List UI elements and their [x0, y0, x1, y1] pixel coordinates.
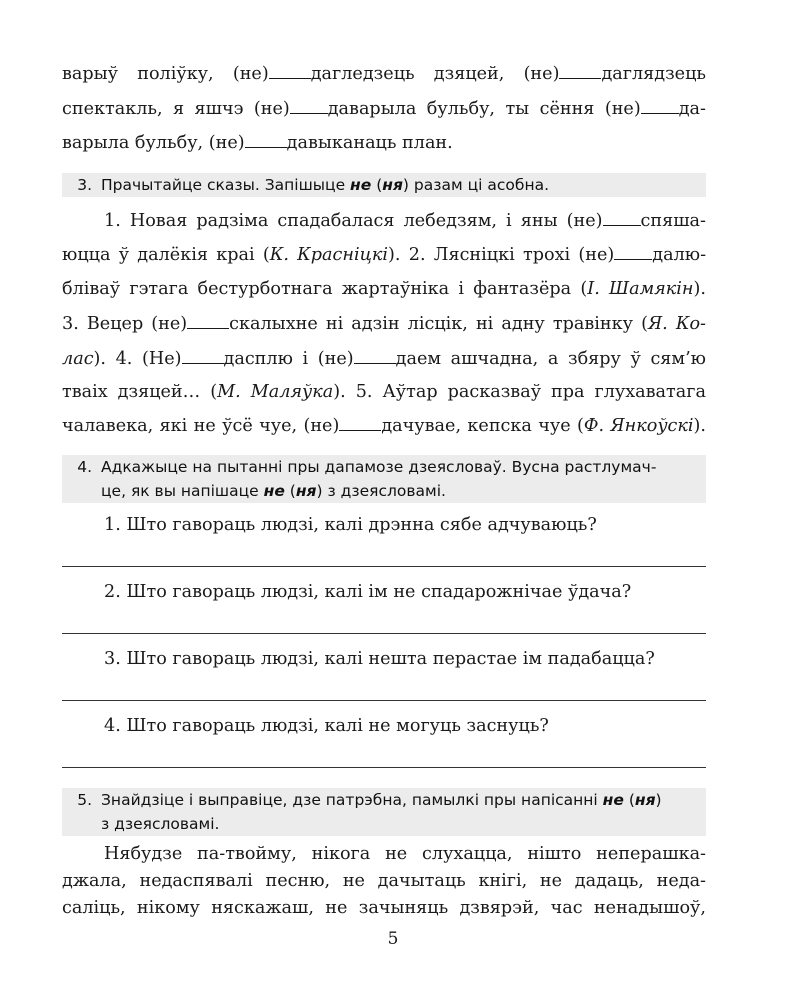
fill-blank[interactable] [614, 243, 652, 260]
task-5-line-2: джала, недаспявалі песню, не дачытаць кнігі, не дадаць, неда- [62, 871, 706, 891]
question-1: 1. Што гавораць людзі, калі дрэнна сябе адчуваюць? [104, 515, 597, 535]
task-number: 5. [77, 791, 92, 809]
answer-line-1[interactable] [62, 566, 706, 567]
fill-blank[interactable] [187, 312, 229, 329]
task-3-line-1: 1. Новая радзіма спадабалася лебедзям, і яны (не) спяша- [104, 211, 706, 231]
page-number: 5 [387, 929, 399, 949]
task-number: 3. [77, 176, 92, 194]
intro-line-3: варыла бульбу, (не) давыканаць план. [62, 133, 453, 153]
task-3-line-2: юцца ў далёкія краі (К. Красніцкі). 2. Лясніцкі трохі (не) далю- [62, 245, 707, 265]
answer-line-3[interactable] [62, 700, 706, 701]
fill-blank[interactable] [641, 97, 679, 114]
intro-line-2: спектакль, я яшчэ (не) даварыла бульбу, ты сёння (не) да- [62, 99, 706, 119]
fill-blank[interactable] [290, 97, 328, 114]
task-instruction-line-1: Знайдзіце і выправіце, дзе патрэбна, памылкі пры напісанні не (ня) [101, 791, 662, 809]
task-instruction-line-2: це, як вы напішаце не (ня) з дзеясловамі. [101, 482, 446, 500]
fill-blank[interactable] [182, 347, 224, 364]
task-3-line-4: 3. Вецер (не) скалыхне ні адзін лісцік, ні адну травінку (Я. Ко- [62, 314, 706, 334]
task-5-line-3: саліць, нікому няскажаш, не зачыняць дзвярэй, час ненадышоў, [62, 898, 706, 918]
fill-blank[interactable] [603, 209, 641, 226]
task-instruction: Прачытайце сказы. Запішыце не (ня) разам ці асобна. [101, 176, 549, 194]
answer-line-4[interactable] [62, 767, 706, 768]
fill-blank[interactable] [339, 414, 381, 431]
task-3-line-3: бліваў гэтага бестурботнага жартаўніка і фантазёра (І. Шамякін). [62, 279, 706, 299]
intro-line-1: варыў поліўку, (не) дагледзець дзяцей, (не) даглядзець [62, 64, 706, 84]
task-3-header [62, 173, 706, 197]
question-3: 3. Што гавораць людзі, калі нешта перастае ім падабацца? [104, 649, 655, 669]
fill-blank[interactable] [269, 62, 311, 79]
task-instruction-line-2: з дзеясловамі. [101, 815, 220, 833]
task-4-header [62, 455, 706, 503]
fill-blank[interactable] [354, 347, 396, 364]
task-instruction-line-1: Адкажыце на пытанні пры дапамозе дзеясловаў. Вусна растлумач- [101, 458, 657, 476]
question-2: 2. Што гавораць людзі, калі ім не спадарожнічае ўдача? [104, 582, 632, 602]
task-5-header [62, 788, 706, 836]
task-3-line-5: лас). 4. (Не) дасплю і (не) даем ашчадна, а збяру ў сям’ю [62, 349, 707, 369]
task-3-line-6: тваіх дзяцей… (М. Маляўка). 5. Аўтар расказваў пра глухаватага [62, 382, 706, 402]
fill-blank[interactable] [559, 62, 601, 79]
question-4: 4. Што гавораць людзі, калі не могуць заснуць? [104, 716, 549, 736]
task-number: 4. [77, 458, 92, 476]
task-3-line-7: чалавека, які не ўсё чуе, (не) дачувае, кепска чуе (Ф. Янкоўскі). [62, 416, 706, 436]
task-5-line-1: Нябудзе па-твойму, нікога не слухацца, нішто неперашка- [104, 844, 706, 864]
answer-line-2[interactable] [62, 633, 706, 634]
fill-blank[interactable] [245, 131, 287, 148]
